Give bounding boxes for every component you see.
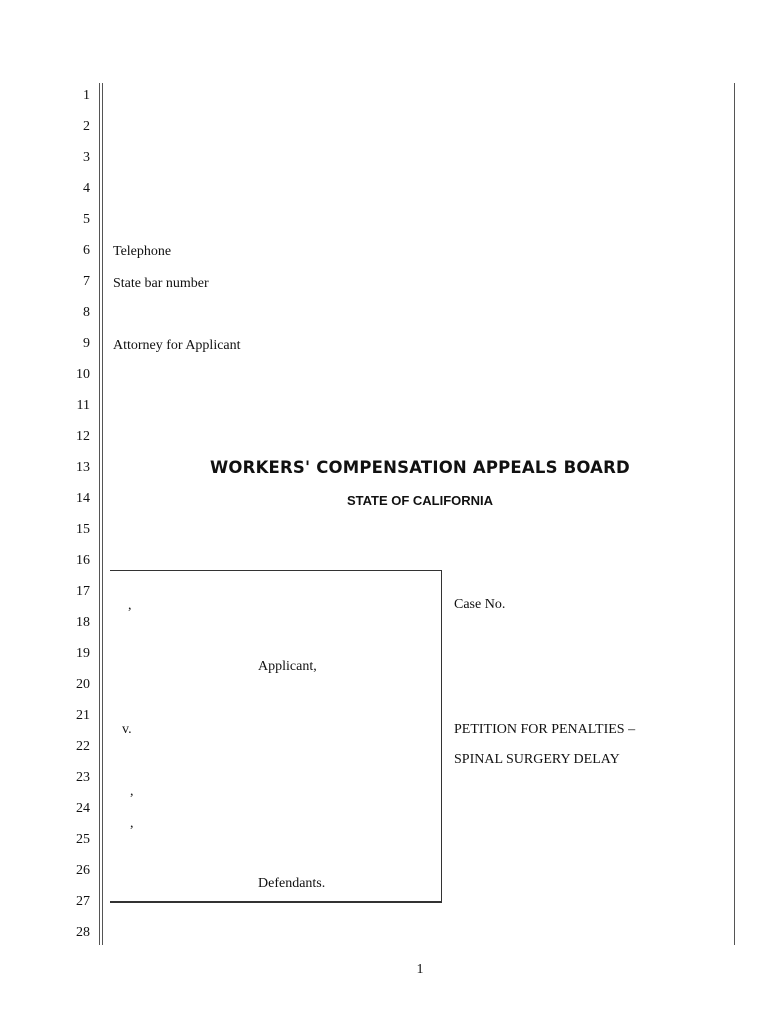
petition-title-line-1: PETITION FOR PENALTIES – — [454, 722, 636, 737]
defendant-name-comma-2: , — [130, 816, 134, 831]
attorney-for-line: Attorney for Applicant — [113, 338, 241, 353]
line-number: 2 — [83, 119, 90, 134]
line-number: 1 — [83, 88, 90, 103]
left-margin-rule-outer — [99, 83, 100, 945]
line-number: 21 — [76, 708, 90, 723]
line-number: 8 — [83, 305, 90, 320]
court-subtitle: STATE OF CALIFORNIA — [346, 493, 494, 508]
defendant-name-comma-1: , — [130, 784, 134, 799]
line-number: 25 — [76, 832, 90, 847]
applicant-label: Applicant, — [258, 659, 317, 674]
line-number: 10 — [76, 367, 90, 382]
line-number: 23 — [76, 770, 90, 785]
right-margin-rule — [734, 83, 735, 945]
petition-title-line-2: SPINAL SURGERY DELAY — [454, 752, 620, 767]
line-number: 9 — [83, 336, 90, 351]
versus-label: v. — [122, 722, 132, 737]
line-number: 6 — [83, 243, 90, 258]
case-number-label: Case No. — [454, 597, 506, 612]
line-number: 17 — [76, 584, 90, 599]
line-number: 22 — [76, 739, 90, 754]
line-number: 28 — [76, 925, 90, 940]
caption-box-double-rule — [110, 902, 442, 903]
line-number: 26 — [76, 863, 90, 878]
left-margin-rule-inner — [102, 83, 103, 945]
line-number: 7 — [83, 274, 90, 289]
line-number: 24 — [76, 801, 90, 816]
line-number: 18 — [76, 615, 90, 630]
state-bar-number-line: State bar number — [113, 276, 209, 291]
line-number: 13 — [76, 460, 90, 475]
line-number: 15 — [76, 522, 90, 537]
line-number: 19 — [76, 646, 90, 661]
line-number: 20 — [76, 677, 90, 692]
defendants-label: Defendants. — [258, 876, 326, 891]
court-title: WORKERS' COMPENSATION APPEALS BOARD — [210, 458, 630, 477]
line-number: 3 — [83, 150, 90, 165]
page-number: 1 — [416, 962, 424, 977]
caption-box — [110, 570, 442, 902]
line-number: 4 — [83, 181, 90, 196]
line-number: 12 — [76, 429, 90, 444]
line-number: 27 — [76, 894, 90, 909]
line-number: 5 — [83, 212, 90, 227]
telephone-line: Telephone — [113, 244, 172, 259]
line-number: 11 — [76, 398, 90, 413]
applicant-name-comma: , — [128, 598, 132, 613]
line-number: 16 — [76, 553, 90, 568]
line-number: 14 — [76, 491, 90, 506]
